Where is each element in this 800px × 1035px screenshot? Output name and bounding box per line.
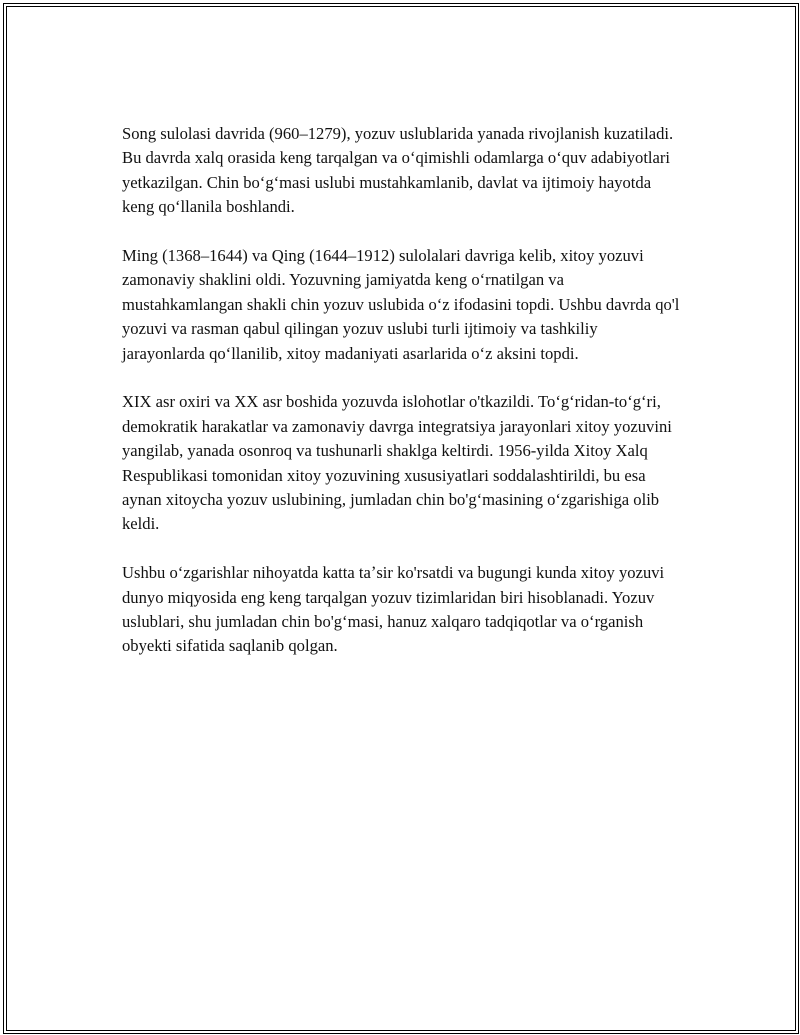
paragraph-song-dynasty: Song sulolasi davrida (960–1279), yozuv uslublarida yanada rivojlanish kuzatiladi. Bu davrda xalq orasida keng tarqalgan va oʻqimishli odamlarga oʻquv adabiyotlari yetkazilgan. Chin boʻgʻmasi uslubi mustahkamlanib, davlat va ijtimoiy hayotda keng qoʻllanila boshlandi. xyxy=(122,124,674,217)
paragraph-ming-qing-dynasties: Ming (1368–1644) va Qing (1644–1912) sulolalari davriga kelib, xitoy yozuvi zamonaviy shaklini oldi. Yozuvning jamiyatda keng oʻrnatilgan va mustahkamlangan shakli chin yozuv uslubida oʻz ifodasini topdi. Ushbu davrda qo'l yozuvi va rasman qabul qilingan yozuv uslubi turli ijtimoiy va tashkiliy jarayonlarda qoʻllanilib, xitoy madaniyati asarlarida oʻz aksini topdi. xyxy=(122,246,680,363)
document-body xyxy=(122,122,682,683)
paragraph-writing-reforms: XIX asr oxiri va XX asr boshida yozuvda islohotlar o'tkazildi. Toʻgʻridan-toʻgʻri, demokratik harakatlar va zamonaviy davrga integratsiya jarayonlari xitoy yozuvini yangilab, yanada osonroq va tushunarli shaklga keltirdi. 1956-yilda Xitoy Xalq Respublikasi tomonidan xitoy yozuvining xususiyatlari soddalashtirildi, bu esa aynan xitoycha yozuv uslubining, jumladan chin bo'gʻmasining oʻzgarishiga olib keldi. xyxy=(122,392,672,534)
paragraph-modern-influence: Ushbu oʻzgarishlar nihoyatda katta taʼsir ko'rsatdi va bugungi kunda xitoy yozuvi dunyo miqyosida eng keng tarqalgan yozuv tizimlaridan biri hisoblanadi. Yozuv uslublari, shu jumladan chin bo'gʻmasi, hanuz xalqaro tadqiqotlar va oʻrganish obyekti sifatida saqlanib qolgan. xyxy=(122,563,665,656)
page-frame xyxy=(3,3,799,1034)
